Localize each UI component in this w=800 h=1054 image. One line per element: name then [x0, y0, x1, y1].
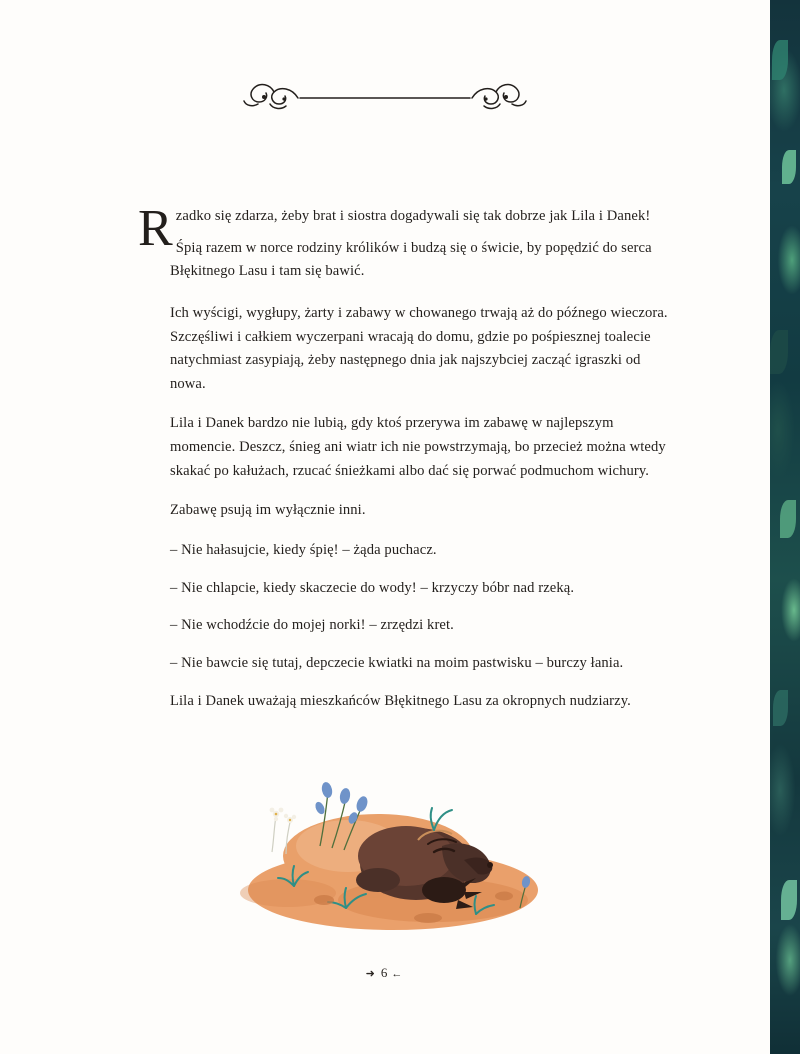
dialog-line-doe: – Nie bawcie się tutaj, depczecie kwiatki na moim pastwisku – burczy łania. [170, 654, 624, 671]
dialog-line-mole: – Nie wchodźcie do mojej norki! – zrzędzi kret. [170, 617, 454, 634]
decorative-edge-strip [770, 0, 800, 1054]
paragraph-5: Zabawę psują im wyłącznie inni. [170, 502, 366, 519]
body-text [138, 200, 674, 729]
paragraph-3: Ich wyścigi, wygłupy, żarty i zabawy w chowanego trwają aż do późnego wieczora. Szczęśliwi i całkiem wyczerpani wracają do domu, gdzie po pośpiesznej toalecie natychmiast zasypiają, żeby następnego dnia jak najszybciej zacząć igraszki od nowa. [170, 304, 668, 392]
dialog-line-beaver: – Nie chlapcie, kiedy skaczecie do wody! – krzyczy bóbr nad rzeką. [170, 579, 575, 596]
folio-left-arrow-icon: ➜ [365, 968, 377, 980]
paragraph-1 [138, 200, 674, 257]
mole-in-molehill-illustration [228, 768, 558, 938]
dialog-line-owl: – Nie hałasujcie, kiedy śpię! – żąda puchacz. [170, 542, 437, 559]
paragraph-closing: Lila i Danek uważają mieszkańców Błękitnego Lasu za okropnych nudziarzy. [170, 692, 631, 709]
paragraph-1-text: zadko się zdarza, żeby brat i siostra dogadywali się tak dobrze jak Lila i Danek! [175, 208, 651, 224]
folio-right-arrow-icon: ← [391, 968, 405, 980]
drop-cap: R [138, 200, 173, 257]
paragraph-2: Śpią razem w norce rodziny królików i budzą się o świcie, by popędzić do serca Błękitnego Lasu i tam się bawić. [170, 239, 652, 280]
folio-number: 6 [380, 965, 388, 980]
flourish-divider [0, 78, 770, 118]
paragraph-4: Lila i Danek bardzo nie lubią, gdy ktoś przerywa im zabawę w najlepszym momencie. Deszcz, śnieg ani wiatr ich nie powstrzymają, bo przecież można wtedy skakać po kałużach, rzucać śnieżkami albo dać się porwać podmuchom wichury. [170, 415, 666, 479]
page-folio [0, 965, 770, 981]
